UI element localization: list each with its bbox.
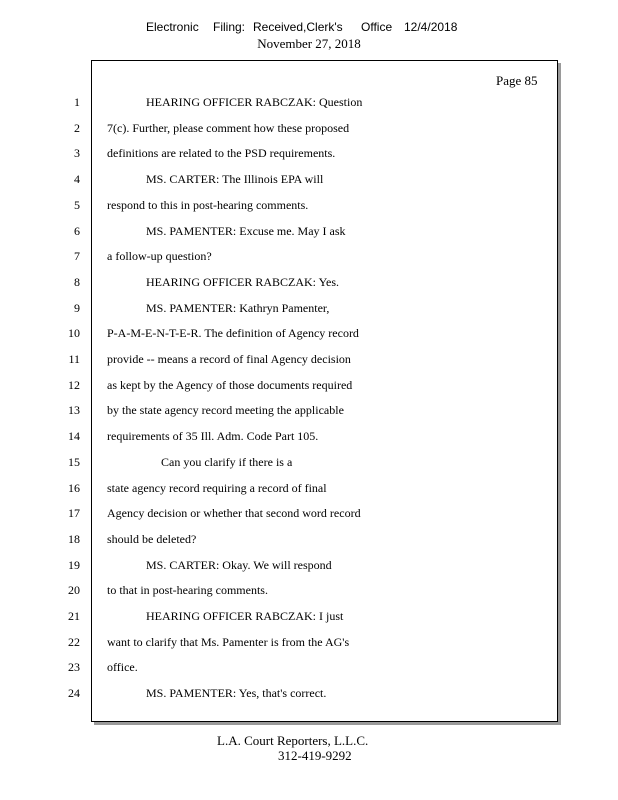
line-number: 17 — [68, 506, 80, 520]
court-reporter-name: L.A. Court Reporters, L.L.C. — [217, 733, 369, 748]
line-text: HEARING OFFICER RABCZAK: Yes. — [146, 275, 340, 289]
line-number: 2 — [74, 121, 80, 135]
stamp-electronic: Electronic — [146, 20, 199, 34]
line-number: 6 — [74, 224, 80, 238]
line-text: as kept by the Agency of those documents required — [107, 378, 353, 392]
line-text: requirements of 35 Ill. Adm. Code Part 105. — [107, 429, 319, 443]
line-number: 11 — [68, 352, 80, 366]
court-reporter-phone: 312-419-9292 — [278, 748, 352, 763]
line-number: 9 — [74, 301, 80, 315]
line-text: office. — [107, 660, 138, 674]
line-number: 23 — [68, 660, 80, 674]
line-number: 14 — [68, 429, 80, 443]
line-text: by the state agency record meeting the applicable — [107, 403, 344, 417]
line-text: MS. PAMENTER: Excuse me. May I ask — [146, 224, 346, 238]
line-text: want to clarify that Ms. Pamenter is from the AG's — [107, 635, 350, 649]
line-text: should be deleted? — [107, 532, 197, 546]
line-number: 13 — [68, 403, 80, 417]
line-text: P-A-M-E-N-T-E-R. The definition of Agency record — [107, 326, 359, 340]
line-number: 10 — [68, 326, 80, 340]
line-number: 1 — [74, 95, 80, 109]
line-text: 7(c). Further, please comment how these proposed — [107, 121, 350, 135]
line-text: Can you clarify if there is a — [161, 455, 293, 469]
line-text: definitions are related to the PSD requirements. — [107, 146, 336, 160]
line-number: 5 — [74, 198, 80, 212]
line-text: HEARING OFFICER RABCZAK: I just — [146, 609, 344, 623]
page-number: Page 85 — [496, 73, 538, 88]
line-number: 7 — [74, 249, 80, 263]
line-text: a follow-up question? — [107, 249, 212, 263]
line-number: 12 — [68, 378, 80, 392]
line-number: 19 — [68, 558, 80, 572]
line-text: MS. PAMENTER: Yes, that's correct. — [146, 686, 327, 700]
line-text: state agency record requiring a record of final — [107, 481, 327, 495]
line-text: Agency decision or whether that second word record — [107, 506, 361, 520]
stamp-date: 12/4/2018 — [404, 20, 458, 34]
transcript-date: November 27, 2018 — [257, 36, 361, 51]
line-text: respond to this in post-hearing comments. — [107, 198, 309, 212]
line-number: 4 — [74, 172, 80, 186]
line-text: provide -- means a record of final Agency decision — [107, 352, 351, 366]
stamp-received-clerks: Received,Clerk's — [253, 20, 343, 34]
line-number: 3 — [74, 146, 80, 160]
line-text: MS. CARTER: Okay. We will respond — [146, 558, 332, 572]
stamp-office: Office — [361, 20, 393, 34]
line-number: 18 — [68, 532, 80, 546]
transcript-date-row — [0, 36, 618, 52]
line-number: 24 — [68, 686, 80, 700]
line-text: to that in post-hearing comments. — [107, 583, 268, 597]
stamp-filing: Filing: — [213, 20, 246, 34]
filing-stamp — [0, 20, 618, 36]
line-number: 20 — [68, 583, 80, 597]
line-number: 21 — [68, 609, 80, 623]
line-text: MS. PAMENTER: Kathryn Pamenter, — [146, 301, 330, 315]
line-text: MS. CARTER: The Illinois EPA will — [146, 172, 324, 186]
line-number: 8 — [74, 275, 80, 289]
line-number: 15 — [68, 455, 80, 469]
line-number: 16 — [68, 481, 80, 495]
line-text: HEARING OFFICER RABCZAK: Question — [146, 95, 363, 109]
line-number: 22 — [68, 635, 80, 649]
